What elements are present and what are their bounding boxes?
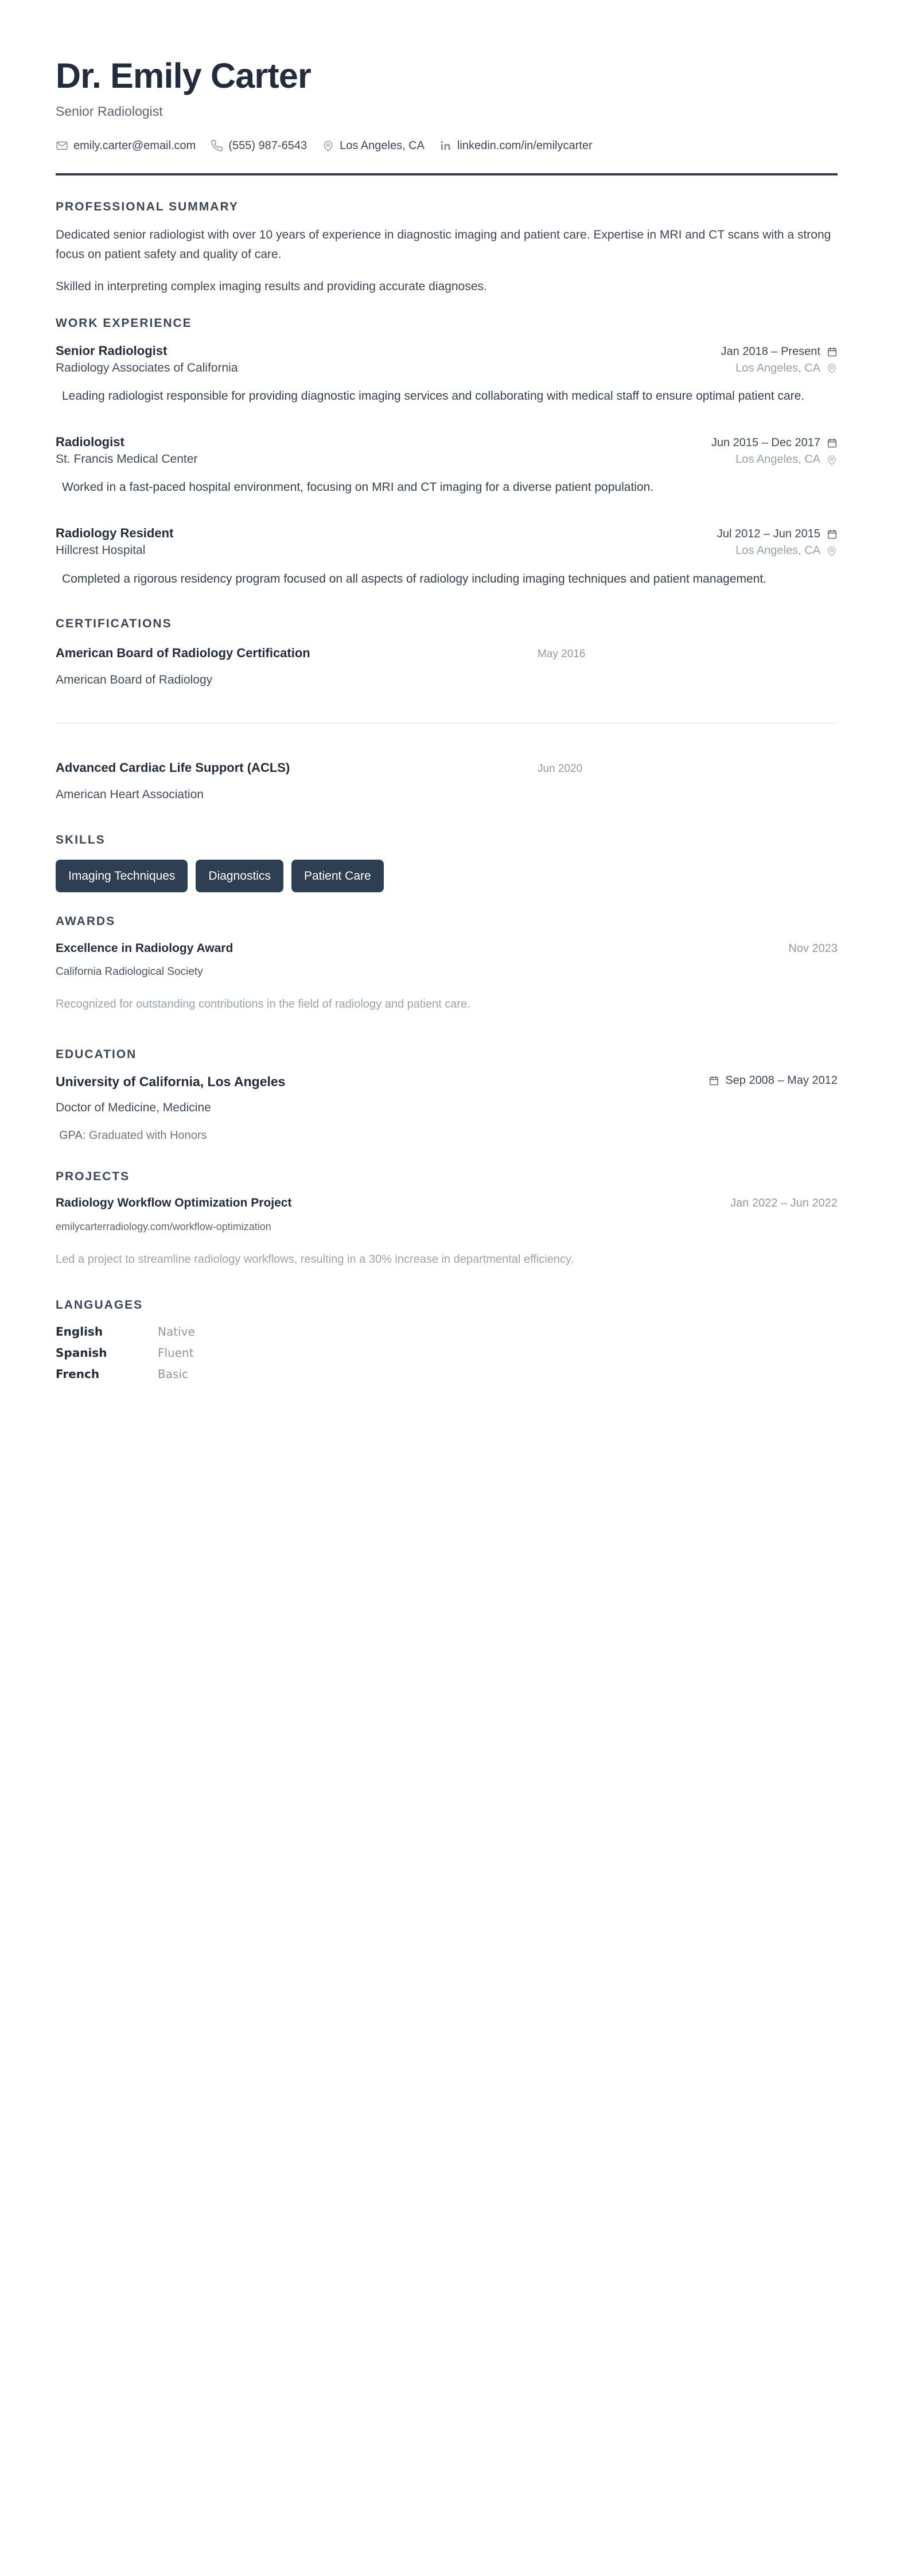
section-title-certifications: CERTIFICATIONS bbox=[56, 616, 172, 630]
calendar-icon bbox=[826, 529, 838, 540]
language-level: Basic bbox=[158, 1367, 188, 1381]
language-row bbox=[56, 1366, 838, 1382]
work-location-text: Los Angeles, CA bbox=[735, 453, 820, 466]
language-list bbox=[56, 1324, 838, 1382]
language-level: Native bbox=[158, 1325, 195, 1339]
work-entry bbox=[56, 525, 838, 588]
section-awards bbox=[56, 892, 838, 1012]
contact-location bbox=[322, 139, 425, 153]
language-row bbox=[56, 1324, 838, 1340]
work-location bbox=[735, 543, 838, 559]
work-role: Senior Radiologist bbox=[56, 343, 168, 358]
work-entry bbox=[56, 434, 838, 497]
section-title-languages: LANGUAGES bbox=[56, 1298, 143, 1312]
contact-row bbox=[56, 139, 838, 153]
work-dates bbox=[711, 435, 838, 451]
work-entry bbox=[56, 342, 838, 406]
work-entry-header bbox=[56, 525, 838, 542]
language-name: English bbox=[56, 1325, 103, 1339]
section-education bbox=[56, 1013, 838, 1145]
project-entry bbox=[56, 1195, 838, 1268]
education-header bbox=[56, 1073, 838, 1091]
section-title-skills: SKILLS bbox=[56, 833, 106, 847]
language-name: French bbox=[56, 1367, 100, 1381]
education-gpa-value: Graduated with Honors bbox=[88, 1129, 207, 1142]
work-dates-text: Jul 2012 – Jun 2015 bbox=[717, 528, 820, 541]
section-skills bbox=[56, 803, 838, 892]
award-issuer: California Radiological Society bbox=[56, 965, 203, 978]
language-name: Spanish bbox=[56, 1346, 107, 1360]
work-entry-subheader bbox=[56, 451, 838, 467]
location-pin-icon bbox=[826, 362, 838, 374]
summary-paragraph: Dedicated senior radiologist with over 10 years of experience in diagnostic imaging and patient care. Expertise in MRI and CT scans with a strong focus on patient safety and quality of care. bbox=[56, 228, 831, 261]
award-name: Excellence in Radiology Award bbox=[56, 941, 233, 955]
skill-chip[interactable]: Patient Care bbox=[291, 860, 384, 892]
phone-icon bbox=[211, 139, 223, 152]
certification-entry bbox=[56, 757, 838, 803]
calendar-icon bbox=[826, 346, 838, 357]
certification-issuer: American Board of Radiology bbox=[56, 673, 213, 686]
work-description: Leading radiologist responsible for providing diagnostic imaging services and collaborating with medical staff to ensure optimal patient care. bbox=[62, 389, 805, 403]
work-dates bbox=[721, 344, 838, 360]
work-entry-subheader bbox=[56, 360, 838, 376]
section-languages bbox=[56, 1268, 838, 1382]
contact-phone-text: (555) 987-6543 bbox=[228, 139, 307, 153]
contact-linkedin-text: linkedin.com/in/emilycarter bbox=[457, 139, 593, 153]
certification-date: May 2016 bbox=[538, 648, 586, 661]
work-location bbox=[735, 452, 838, 467]
candidate-headline: Senior Radiologist bbox=[56, 103, 163, 119]
certification-name: American Board of Radiology Certification bbox=[56, 646, 310, 661]
certification-date: Jun 2020 bbox=[538, 763, 583, 775]
location-pin-icon bbox=[826, 454, 838, 466]
award-entry bbox=[56, 940, 838, 1013]
location-pin-icon bbox=[322, 139, 334, 152]
award-description: Recognized for outstanding contributions in the field of radiology and patient care. bbox=[56, 997, 470, 1010]
language-row bbox=[56, 1345, 838, 1361]
section-title-projects: PROJECTS bbox=[56, 1170, 130, 1184]
education-degree: Doctor of Medicine, Medicine bbox=[56, 1100, 211, 1114]
certification-entry bbox=[56, 642, 838, 688]
education-dates bbox=[708, 1073, 838, 1088]
work-description: Worked in a fast-paced hospital environment, focusing on MRI and CT imaging for a diverse patient population. bbox=[62, 481, 654, 494]
project-header bbox=[56, 1195, 838, 1211]
certification-header bbox=[56, 645, 838, 662]
work-location-text: Los Angeles, CA bbox=[735, 361, 820, 374]
education-entry bbox=[56, 1073, 838, 1144]
section-title-summary: PROFESSIONAL SUMMARY bbox=[56, 200, 239, 214]
project-name: Radiology Workflow Optimization Project bbox=[56, 1196, 292, 1210]
candidate-name: Dr. Emily Carter bbox=[56, 56, 311, 95]
work-entry-header bbox=[56, 434, 838, 451]
contact-email-text: emily.carter@email.com bbox=[73, 139, 196, 153]
language-level: Fluent bbox=[158, 1346, 194, 1360]
calendar-icon bbox=[708, 1075, 719, 1086]
education-school: University of California, Los Angeles bbox=[56, 1074, 286, 1089]
section-professional-summary bbox=[56, 175, 838, 296]
work-role: Radiology Resident bbox=[56, 526, 174, 541]
resume-header bbox=[56, 45, 838, 175]
section-projects bbox=[56, 1144, 838, 1268]
contact-email[interactable] bbox=[56, 139, 196, 153]
project-dates: Jan 2022 – Jun 2022 bbox=[730, 1197, 838, 1210]
education-dates-text: Sep 2008 – May 2012 bbox=[725, 1074, 838, 1087]
work-role: Radiologist bbox=[56, 435, 124, 450]
award-header bbox=[56, 940, 838, 957]
linkedin-icon bbox=[439, 139, 452, 152]
section-certifications bbox=[56, 589, 838, 803]
work-location bbox=[735, 361, 838, 376]
summary-paragraph: Skilled in interpreting complex imaging results and providing accurate diagnoses. bbox=[56, 280, 487, 294]
project-description: Led a project to streamline radiology workflows, resulting in a 30% increase in departmental efficiency. bbox=[56, 1252, 574, 1266]
work-dates-text: Jun 2015 – Dec 2017 bbox=[711, 436, 820, 450]
contact-phone[interactable] bbox=[211, 139, 307, 153]
project-url[interactable]: emilycarterradiology.com/workflow-optimization bbox=[56, 1220, 271, 1232]
work-company: Hillcrest Hospital bbox=[56, 544, 146, 557]
skill-chip-list bbox=[56, 860, 838, 892]
work-dates-text: Jan 2018 – Present bbox=[721, 345, 820, 358]
education-gpa-label: GPA: bbox=[59, 1129, 86, 1142]
work-description: Completed a rigorous residency program focused on all aspects of radiology including imaging techniques and patient management. bbox=[62, 572, 767, 586]
skill-chip[interactable]: Diagnostics bbox=[196, 860, 283, 892]
work-entry-header bbox=[56, 342, 838, 360]
certification-name: Advanced Cardiac Life Support (ACLS) bbox=[56, 760, 290, 775]
section-title-awards: AWARDS bbox=[56, 915, 116, 928]
calendar-icon bbox=[826, 438, 838, 449]
work-dates bbox=[717, 526, 838, 542]
contact-location-text: Los Angeles, CA bbox=[340, 139, 425, 153]
certification-divider bbox=[56, 723, 838, 724]
certification-issuer: American Heart Association bbox=[56, 787, 204, 801]
contact-linkedin[interactable] bbox=[439, 139, 593, 153]
envelope-icon bbox=[56, 139, 68, 152]
education-gpa bbox=[59, 1127, 208, 1144]
location-pin-icon bbox=[826, 545, 838, 557]
certification-header bbox=[56, 759, 838, 776]
work-location-text: Los Angeles, CA bbox=[735, 544, 820, 557]
section-title-work: WORK EXPERIENCE bbox=[56, 317, 192, 330]
section-title-education: EDUCATION bbox=[56, 1047, 137, 1061]
work-company: Radiology Associates of California bbox=[56, 361, 238, 374]
award-date: Nov 2023 bbox=[788, 942, 838, 955]
work-company: St. Francis Medical Center bbox=[56, 452, 198, 466]
skill-chip[interactable]: Imaging Techniques bbox=[56, 860, 188, 892]
section-work-experience bbox=[56, 296, 838, 588]
work-entry-subheader bbox=[56, 542, 838, 559]
